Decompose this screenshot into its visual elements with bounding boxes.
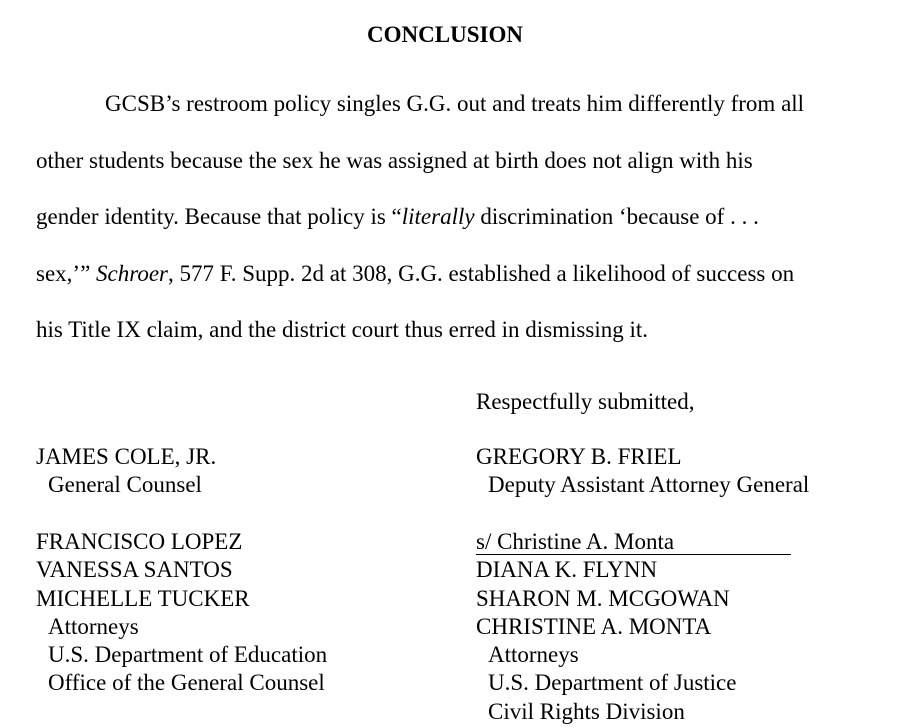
signatory-name: GREGORY B. FRIEL — [476, 444, 682, 469]
attorney-name: VANESSA SANTOS — [36, 557, 233, 583]
attorney-name: DIANA K. FLYNN — [476, 557, 658, 583]
attorneys-block-education — [36, 528, 327, 698]
attorney-name: SHARON M. MCGOWAN — [476, 585, 730, 611]
paragraph-line: his Title IX claim, and the district court thus erred in dismissing it. — [36, 317, 649, 342]
agency-name: U.S. Department of Justice — [488, 670, 737, 696]
attorneys-block-justice — [476, 528, 791, 726]
electronic-signature: s/ Christine A. Monta — [476, 530, 791, 555]
attorney-role: Attorneys — [488, 642, 579, 668]
signature-line — [476, 528, 791, 556]
division-name: Civil Rights Division — [488, 698, 685, 724]
closing-phrase: Respectfully submitted, — [476, 389, 695, 414]
conclusion-paragraph — [36, 76, 866, 359]
paragraph-line: gender identity. Because that policy is “literally discrimination ‘because of . . . — [36, 204, 759, 229]
signatory-name: JAMES COLE, JR. — [36, 444, 217, 469]
attorney-role: Attorneys — [48, 613, 139, 639]
signatory-block-justice-daag — [476, 443, 809, 500]
signatory-title: General Counsel — [48, 472, 202, 498]
office-name: Office of the General Counsel — [48, 670, 325, 696]
section-heading: CONCLUSION — [367, 22, 523, 47]
emphasis-literally: literally — [401, 204, 475, 229]
paragraph-line: GCSB’s restroom policy singles G.G. out and treats him differently from all — [105, 91, 805, 116]
signatory-block-education-gc — [36, 443, 216, 500]
agency-name: U.S. Department of Education — [48, 642, 328, 668]
case-citation-schroer: Schroer — [96, 260, 168, 286]
attorney-name: CHRISTINE A. MONTA — [476, 613, 712, 639]
signatory-title: Deputy Assistant Attorney General — [488, 472, 810, 498]
attorney-name: FRANCISCO LOPEZ — [36, 529, 243, 554]
paragraph-line: other students because the sex he was assigned at birth does not align with his — [36, 147, 753, 173]
attorney-name: MICHELLE TUCKER — [36, 585, 250, 611]
paragraph-line: sex,’” Schroer, 577 F. Supp. 2d at 308, G.G. established a likelihood of success on — [36, 260, 795, 286]
